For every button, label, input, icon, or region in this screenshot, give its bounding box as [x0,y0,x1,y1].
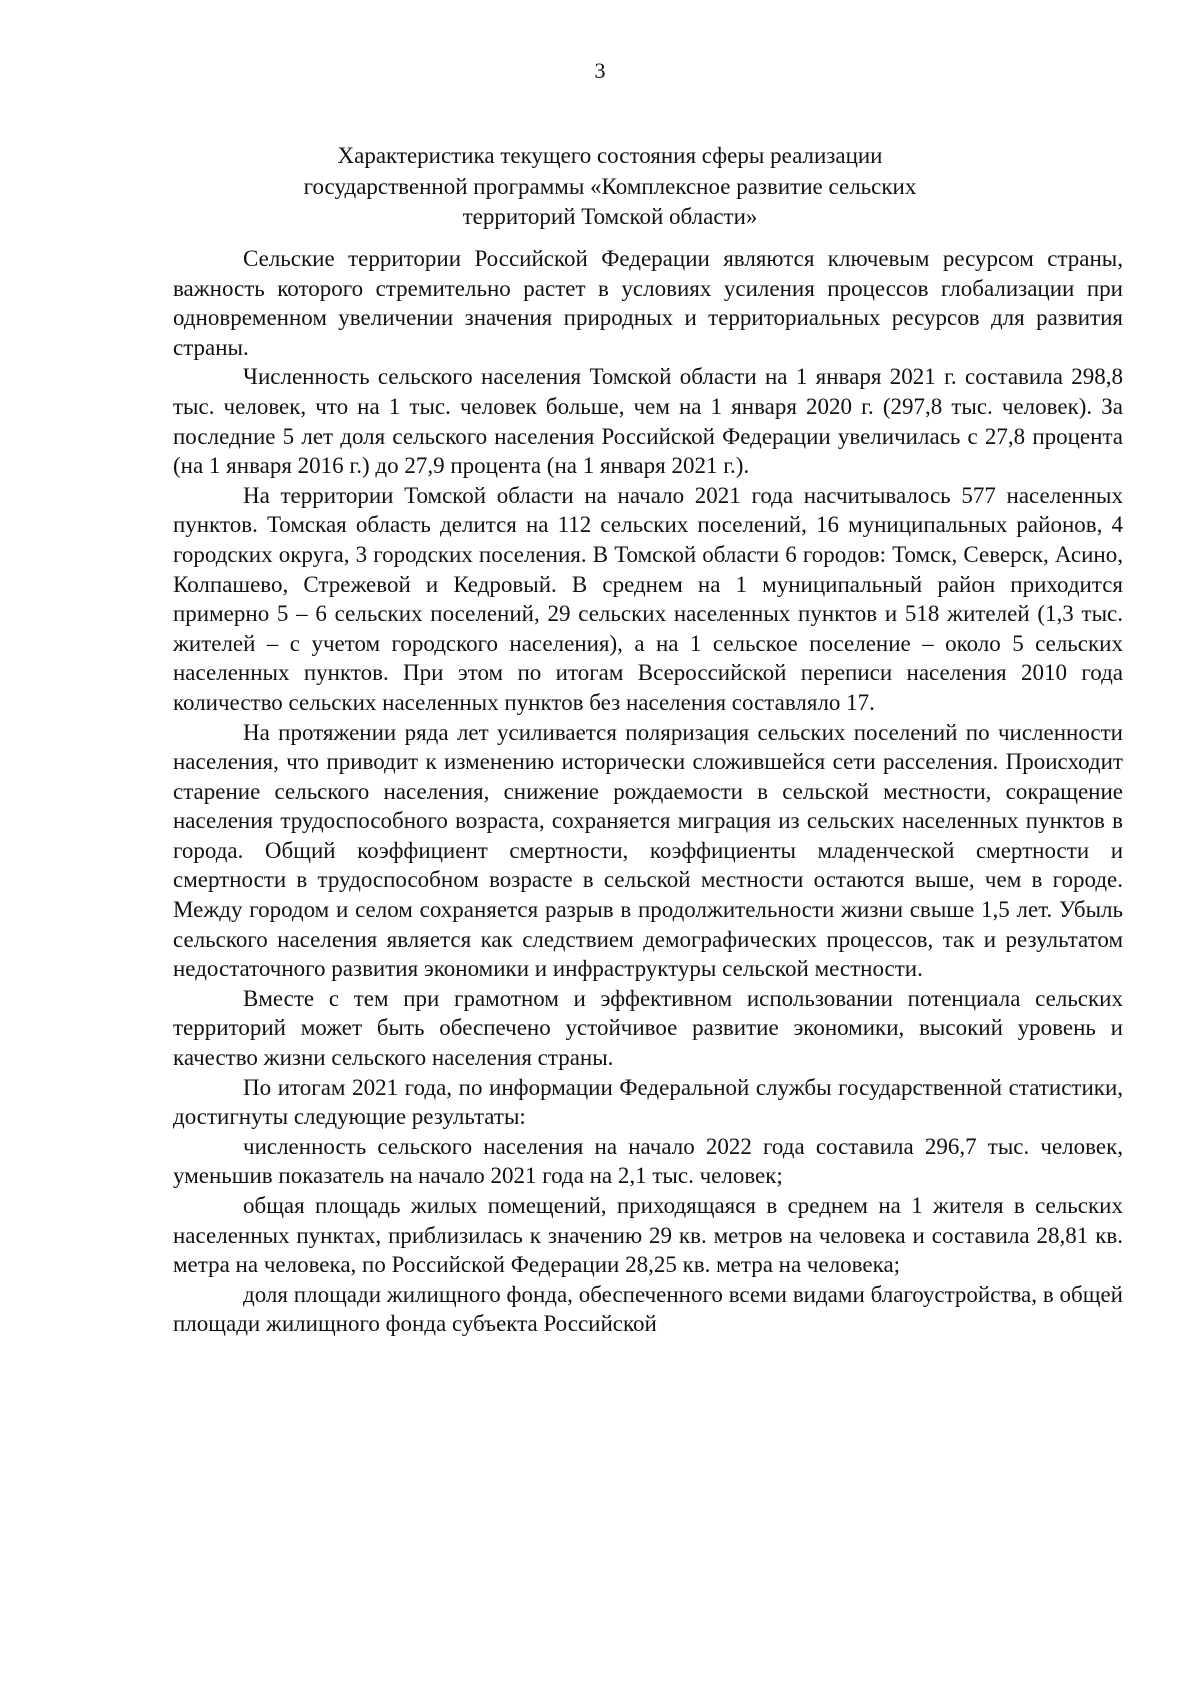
paragraph-settlements: На территории Томской области на начало 2021 года насчитывалось 577 населенных пунктов. Томская область делится на 112 сельских поселений, 16 муниципальных районов, 4 городских округа, 3 городских поселения. В Томской области 6 городов: Томск, Северск, Асино, Колпашево, Стрежевой и Кедровый. В среднем на 1 муниципальный район приходится примерно 5 – 6 сельских поселений, 29 сельских населенных пунктов и 518 жителей (1,3 тыс. жителей – с учетом городского населения), а на 1 сельское поселение – около 5 сельских населенных пунктов. При этом по итогам Всероссийской переписи населения 2010 года количество сельских населенных пунктов без населения составляло 17. [173,482,1123,715]
page-number: 3 [594,58,606,83]
paragraph-results-intro: По итогам 2021 года, по информации Федеральной службы государственной статистики, достигнуты следующие результаты: [173,1074,1123,1130]
paragraph-rural-population: Численность сельского населения Томской области на 1 января 2021 г. составила 298,8 тыс. человек, что на 1 тыс. человек больше, чем на 1 января 2020 г. (297,8 тыс. человек). За последние 5 лет доля сельского населения Российской Федерации увеличилась с 27,8 процента (на 1 января 2016 г.) до 27,9 процента (на 1 января 2021 г.). [173,364,1123,479]
heading-line-2: государственной программы «Комплексное развитие сельских [303,173,917,199]
body-text [173,244,1123,1339]
paragraph-potential: Вместе с тем при грамотном и эффективном использовании потенциала сельских территорий может быть обеспечено устойчивое развитие экономики, высокий уровень и качество жизни сельского населения страны. [173,985,1123,1071]
paragraph-result-housing-area: общая площадь жилых помещений, приходящаяся в среднем на 1 жителя в сельских населенных пунктах, приблизилась к значению 29 кв. метров на человека и составила 28,81 кв. метра на человека, по Российской Федерации 28,25 кв. метра на человека; [173,1193,1123,1278]
section-heading [240,141,980,233]
paragraph-result-housing-share: доля площади жилищного фонда, обеспеченного всеми видами благоустройства, в общей площади жилищного фонда субъекта Российской [173,1281,1123,1337]
heading-line-1: Характеристика текущего состояния сферы реализации [337,143,883,168]
paragraph-rural-territories: Сельские территории Российской Федерации являются ключевым ресурсом страны, важность которого стремительно растет в условиях усиления процессов глобализации при одновременном увеличении значения природных и территориальных ресурсов для развития страны. [173,246,1123,360]
heading-line-3: территорий Томской области» [462,204,758,229]
paragraph-polarization: На протяжении ряда лет усиливается поляризация сельских поселений по численности населения, что приводит к изменению исторически сложившейся сети расселения. Происходит старение сельского населения, снижение рождаемости в сельской местности, сокращение населения трудоспособного возраста, сохраняется миграция из сельских населенных пунктов в города. Общий коэффициент смертности, коэффициенты младенческой смертности и смертности в трудоспособном возрасте в сельской местности остаются выше, чем в городе. Между городом и селом сохраняется разрыв в продолжительности жизни свыше 1,5 лет. Убыль сельского населения является как следствием демографических процессов, так и результатом недостаточного развития экономики и инфраструктуры сельской местности. [173,719,1123,982]
paragraph-result-population: численность сельского населения на начало 2022 года составила 296,7 тыс. человек, уменьшив показатель на начало 2021 года на 2,1 тыс. человек; [173,1133,1123,1189]
